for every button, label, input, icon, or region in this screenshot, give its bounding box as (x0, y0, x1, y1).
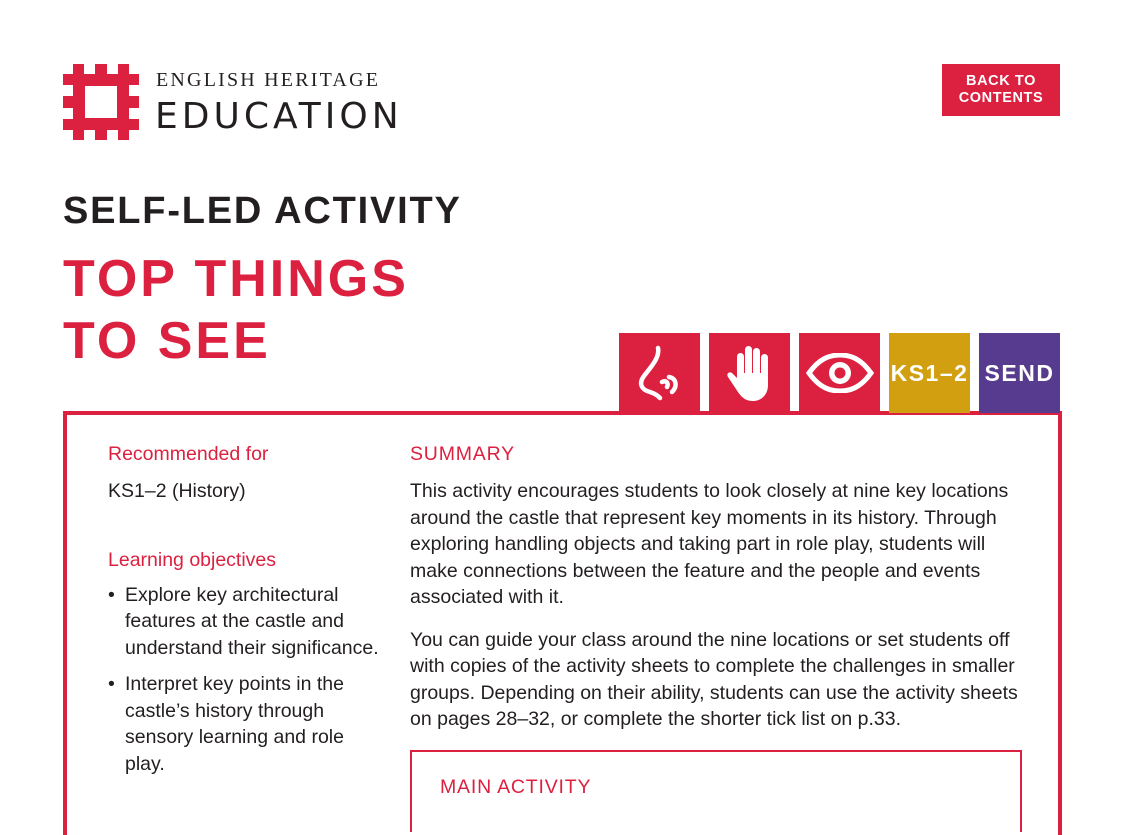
brand-name: ENGLISH HERITAGE (156, 69, 381, 91)
back-label-line2: CONTENTS (958, 90, 1044, 106)
english-heritage-logo-icon (63, 64, 139, 140)
sidebar (108, 443, 388, 787)
tag-sight (799, 333, 880, 413)
eye-icon (805, 353, 875, 393)
page-title (63, 248, 409, 372)
title-line-2: TO SEE (63, 312, 271, 370)
send-badge: SEND (979, 333, 1060, 413)
hand-icon (725, 343, 775, 403)
back-label-line1: BACK TO (966, 73, 1036, 89)
nose-icon (636, 344, 684, 402)
summary-section (410, 443, 1030, 733)
brand-subtitle: EDUCATION (155, 96, 403, 137)
tag-touch (709, 333, 790, 413)
title-line-1: TOP THINGS (63, 250, 409, 308)
objective-item: • Interpret key points in the castle’s history through sensory learning and role play. (108, 671, 388, 777)
objectives-heading: Learning objectives (108, 548, 277, 571)
main-activity-heading: MAIN ACTIVITY (440, 776, 592, 798)
tag-tiles (619, 333, 1060, 413)
objective-item: • Explore key architectural features at the castle and understand their significance. (108, 582, 388, 662)
summary-heading: SUMMARY (410, 443, 515, 465)
back-to-contents-button[interactable] (942, 64, 1060, 116)
summary-paragraph: This activity encourages students to look closely at nine key locations around the castle that represent key moments in its history. Through exploring handling objects and taking part in role play, students will make connections between the feature and the people and events associated with it. (410, 480, 1009, 608)
recommended-value: KS1–2 (History) (108, 480, 246, 502)
objectives-list (108, 582, 388, 778)
tag-smell (619, 333, 700, 413)
activity-type: SELF-LED ACTIVITY (63, 190, 462, 232)
summary-paragraph: You can guide your class around the nine locations or set students off with copies of the activity sheets to complete the challenges in smaller groups. Depending on their ability, students can use the activity sheets on pages 28–32, or complete the shorter tick list on p.33. (410, 628, 1018, 730)
main-activity-box (410, 750, 1022, 832)
recommended-heading: Recommended for (108, 443, 269, 465)
key-stage-badge: KS1–2 (889, 333, 970, 413)
